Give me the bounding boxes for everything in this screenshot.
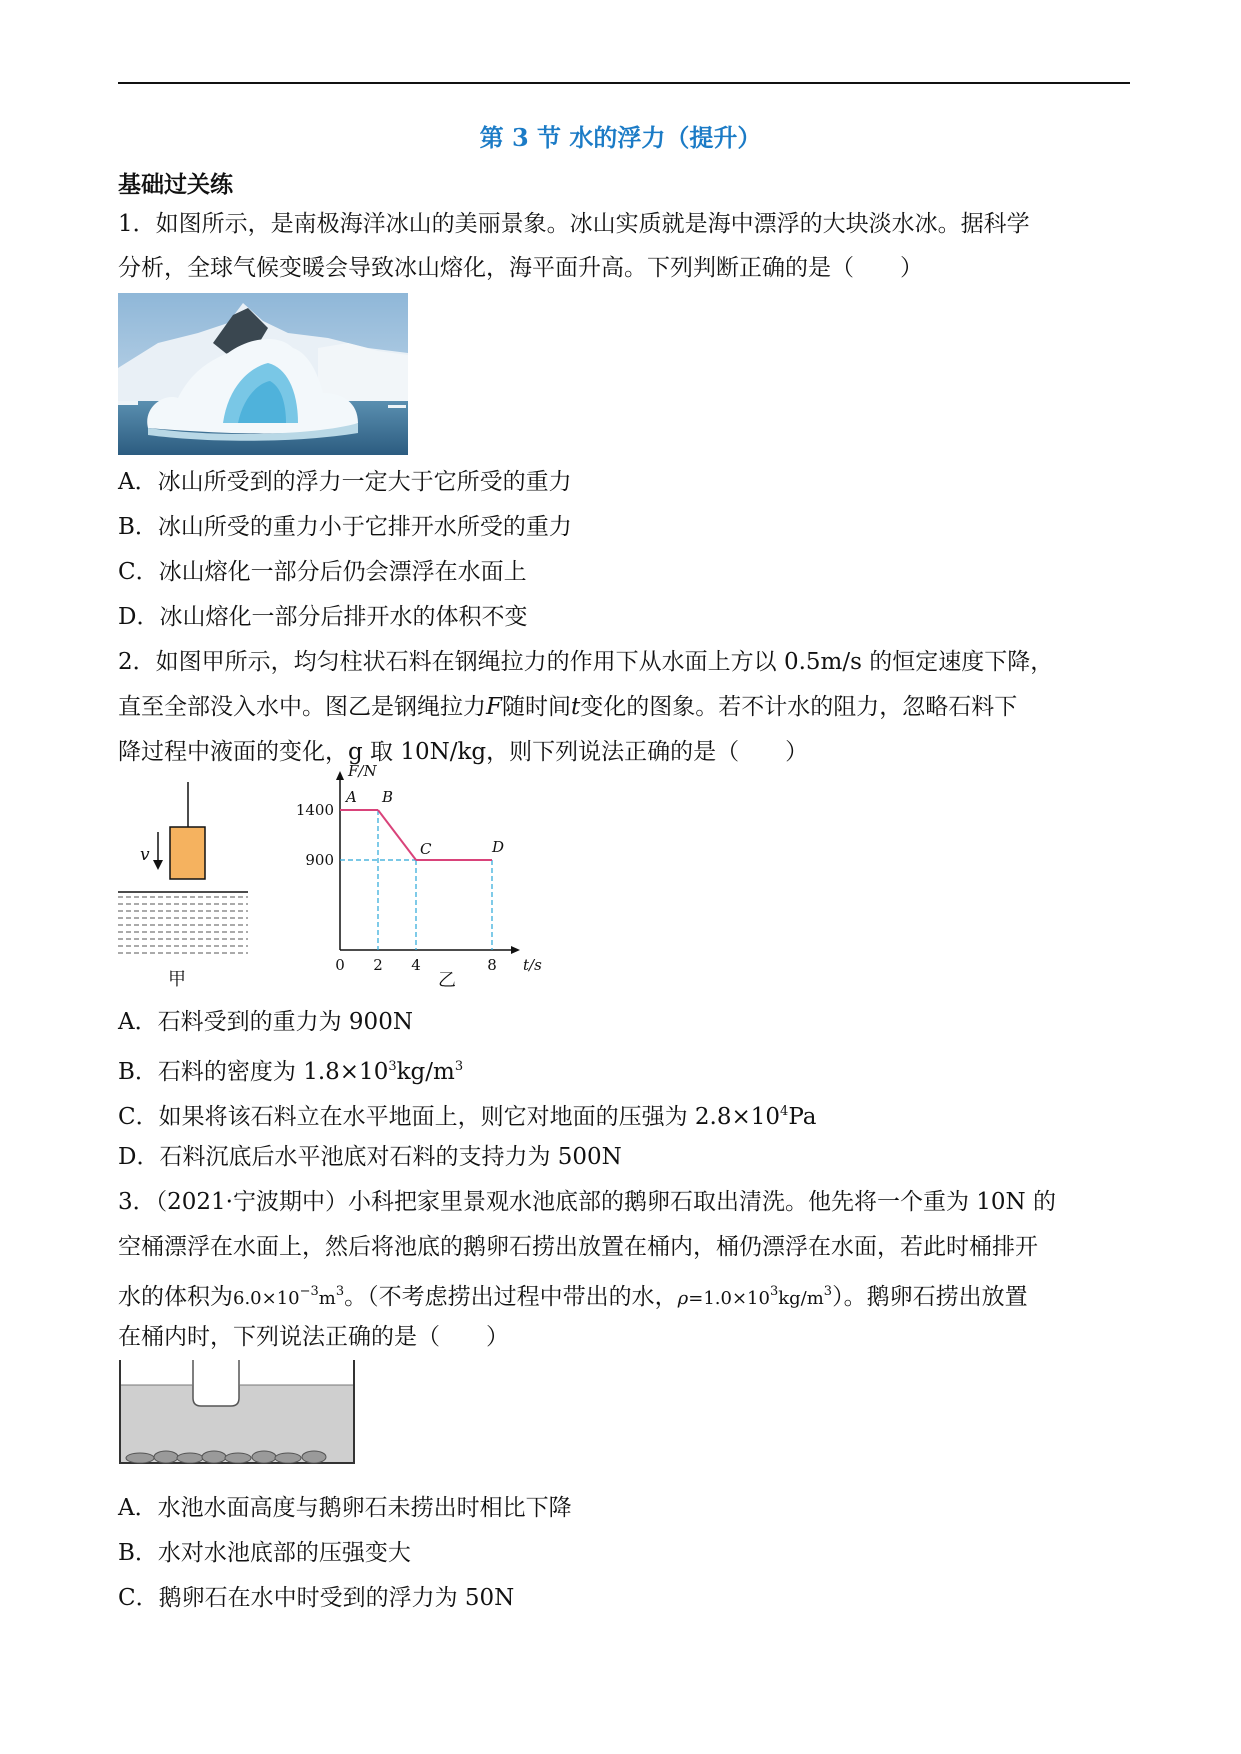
q2-text-line-2: 直至全部没入水中。图乙是钢绳拉力F随时间t变化的图象。若不计水的阻力，忽略石料下 [118,694,1018,720]
x-tick-label: 8 [487,956,497,974]
series-segment [378,810,416,860]
figure-yi-caption: 乙 [438,970,456,991]
y-tick-label: 900 [305,851,334,869]
figure-jia [118,782,258,990]
q3-text-line-2: 空桶漂浮在水面上，然后将池底的鹅卵石捞出放置在桶内，桶仍漂浮在水面，若此时桶排开 [118,1234,1038,1260]
q2-symbol-t: t [570,694,581,720]
x-tick-label: 2 [373,956,383,974]
q3-option-b: B．水对水池底部的压强变大 [118,1540,411,1566]
q1-text-line-2: 分析，全球气候变暖会导致冰山熔化，海平面升高。下列判断正确的是（ ） [118,255,923,281]
page-title: 第 3 节 水的浮力（提升） [479,123,762,152]
q2-text-line-3: 降过程中液面的变化，g 取 10N/kg，则下列说法正确的是（ ） [118,739,809,765]
x-axis-arrow [511,946,520,954]
q1-text-line-1: 1．如图所示，是南极海洋冰山的美丽景象。冰山实质就是海中漂浮的大块淡水冰。据科学 [118,211,1030,237]
pond-bucket-figure [118,1360,358,1465]
y-axis-label: F/N [348,762,377,780]
figure-yi-chart [290,762,570,992]
point-label-d: D [492,838,505,856]
q2-option-b: B．石料的密度为 $1.8\times 10^3kg/m^3$ [118,1059,464,1085]
point-label-c: C [420,840,432,858]
x-axis-label: t/s [523,956,542,974]
q3-text-line-4: 在桶内时，下列说法正确的是（ ） [118,1324,509,1350]
x-tick-label: 4 [411,956,421,974]
figure-jia-caption: 甲 [168,969,186,990]
velocity-label: v [140,845,150,865]
q1-option-c: C．冰山熔化一部分后仍会漂浮在水面上 [118,559,527,585]
q1-option-d: D．冰山熔化一部分后排开水的体积不变 [118,604,528,630]
q2-option-c: C．如果将该石料立在水平地面上，则它对地面的压强为 $2.8\times 10^4Pa$ [118,1104,817,1130]
iceberg-photo [118,293,408,455]
q1-option-b: B．冰山所受的重力小于它排开水所受的重力 [118,514,572,540]
q2-option-d: D．石料沉底后水平池底对石料的支持力为 500N [118,1144,622,1170]
q1-option-a: A．冰山所受到的浮力一定大于它所受的重力 [118,469,572,495]
header-rule [118,82,1130,84]
x-tick-label: 0 [335,956,345,974]
volume-expression: $6.0\times 10^{-3}m^3$ [233,1284,345,1309]
q3-option-c: C．鹅卵石在水中时受到的浮力为 50N [118,1585,515,1611]
q3-option-a: A．水池水面高度与鹅卵石未捞出时相比下降 [118,1495,572,1521]
y-tick-label: 1400 [295,801,334,819]
q3-text-line-1: 3．（2021·宁波期中）小科把家里景观水池底部的鹅卵石取出清洗。他先将一个重为 10N 的 [118,1189,1056,1215]
density-expression: $\rho=1.0\times 10^3kg/m^3$ [677,1284,833,1309]
q2-text-line-1: 2．如图甲所示，均匀柱状石料在钢绳拉力的作用下从水面上方以 0.5m/s 的恒定速度下降， [118,649,1054,675]
point-label-a: A [346,788,357,806]
section-title: 基础过关练 [118,171,233,198]
q2-option-a: A．石料受到的重力为 900N [118,1009,413,1035]
q3-text-line-3: 水的体积为$6.0\times 10^{-3}m^3$。（不考虑捞出过程中带出的水，$\rho=1.0\times 10^3kg/m^3$）。鹅卵石捞出放置 [118,1284,1028,1310]
y-axis-arrow [336,771,344,780]
point-label-b: B [382,788,394,806]
q2-symbol-f: F [486,694,502,720]
figure-jia-water [118,892,248,953]
